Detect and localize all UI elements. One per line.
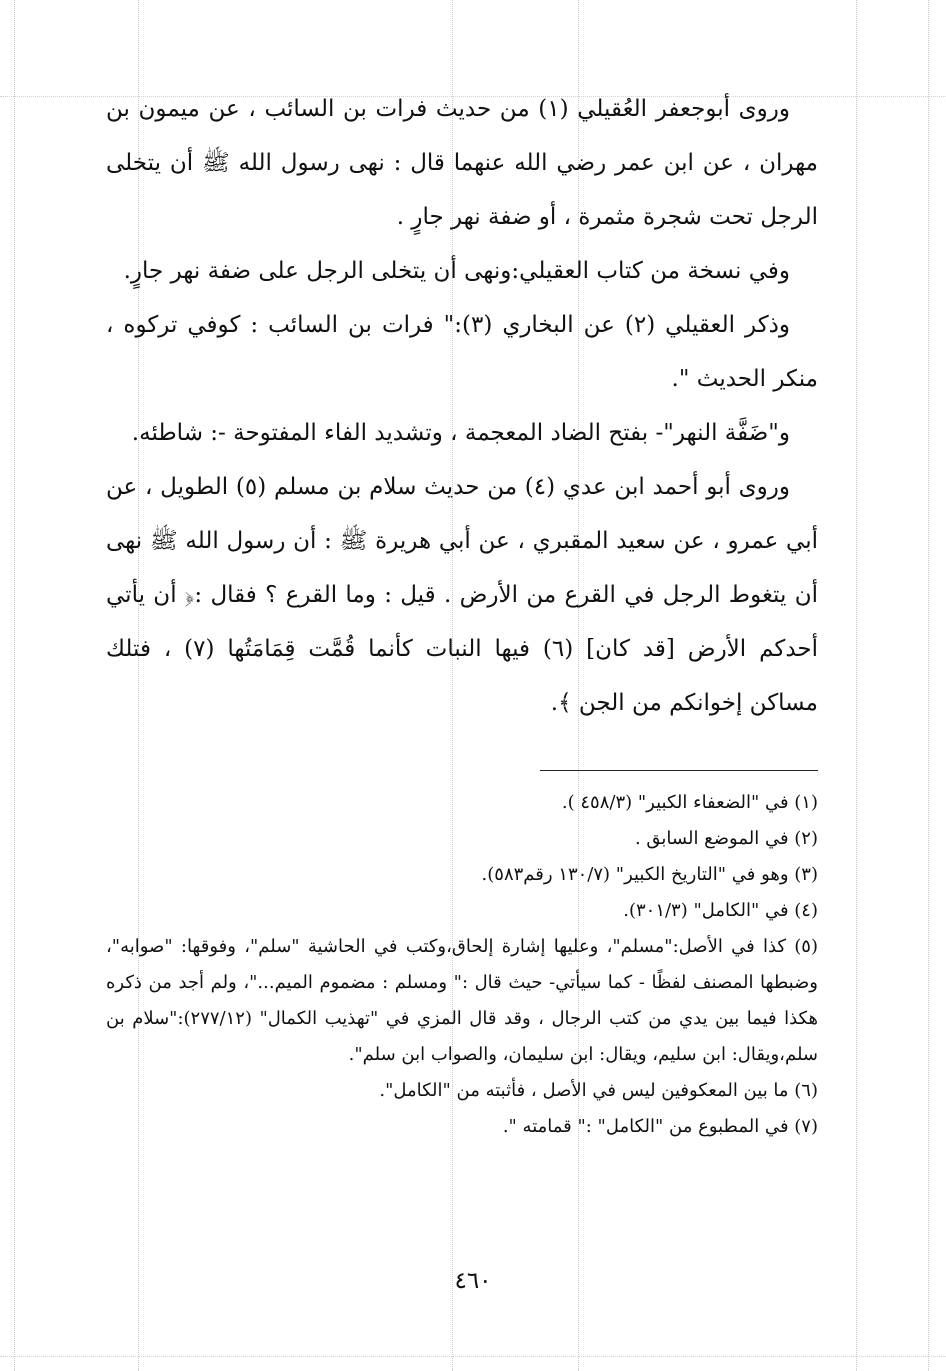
footnote-separator [540, 770, 818, 771]
paragraph-ibn-adi-narration: وروى أبو أحمد ابن عدي (٤) من حديث سلام بن مسلم (٥) الطويل ، عن أبي عمرو ، عن سعيد المقبري ، عن أبي هريرة ﷺ : أن رسول الله ﷺ نهى أن يتغوط الرجل في القرع من الأرض . قيل : وما القرع ؟ فقال :﴿ أن يأتي أحدكم الأرض [قد كان] (٦) فيها النبات كأنما قُمَّت قِمَامَتُها (٧) ، فتلك مساكن إخوانكم من الجن ﴾. [106, 474, 819, 716]
footnote-1: (١) في "الضعفاء الكبير" (٤٥٨/٣ ). [561, 792, 818, 813]
footnote-2: (٢) في الموضع السابق . [634, 828, 818, 849]
paragraph-uqaili-copy: وفي نسخة من كتاب العقيلي:ونهى أن يتخلى الرجل على ضفة نهر جارٍ. [123, 258, 790, 284]
footnote-4: (٤) في "الكامل" (٣٠١/٣). [623, 900, 818, 921]
scan-guide-line [14, 0, 15, 1371]
footnote-7: (٧) في المطبوع من "الكامل" :" قمامته ". [502, 1116, 818, 1137]
footnote-5: (٥) كذا في الأصل:"مسلم"، وعليها إشارة إلحاق،وكتب في الحاشية "سلم"، وفوقها: "صوابه"، وضبطها المصنف لفظًا - كما سيأتي- حيث قال :" ومسلم : مضموم الميم..."، ولم أجد من ذكره هكذا فيما بين يدي من كتب الرجال ، وقد قال المزي في "تهذيب الكمال" (٢٧٧/١٢):"سلام بن سلم،ويقال: ابن سليم، ويقال: ابن سليمان، والصواب ابن سلم". [106, 936, 818, 1065]
paragraph-bukhari-quote: وذكر العقيلي (٢) عن البخاري (٣):" فرات بن السائب : كوفي تركوه ، منكر الحديث ". [106, 312, 818, 392]
scan-guide-line [928, 0, 929, 1371]
paragraph-definition: و"ضَفَّة النهر"- بفتح الضاد المعجمة ، وتشديد الفاء المفتوحة -: شاطئه. [131, 420, 790, 446]
footnotes-section [106, 785, 818, 1145]
scan-guide-line [0, 1356, 946, 1357]
scan-guide-line [856, 0, 857, 1371]
main-text-body [106, 82, 818, 730]
footnote-6: (٦) ما بين المعكوفين ليس في الأصل ، فأثبته من "الكامل". [379, 1080, 818, 1101]
page-number: ٤٦٠ [454, 1268, 492, 1294]
paragraph-uqaili-narration: وروى أبوجعفر العُقيلي (١) من حديث فرات بن السائب ، عن ميمون بن مهران ، عن ابن عمر رضي الله عنهما قال : نهى رسول الله ﷺ أن يتخلى الرجل تحت شجرة مثمرة ، أو ضفة نهر جارٍ . [106, 96, 818, 230]
footnote-3: (٣) وهو في "التاريخ الكبير" (١٣٠/٧ رقم٥٨٣). [481, 864, 818, 885]
